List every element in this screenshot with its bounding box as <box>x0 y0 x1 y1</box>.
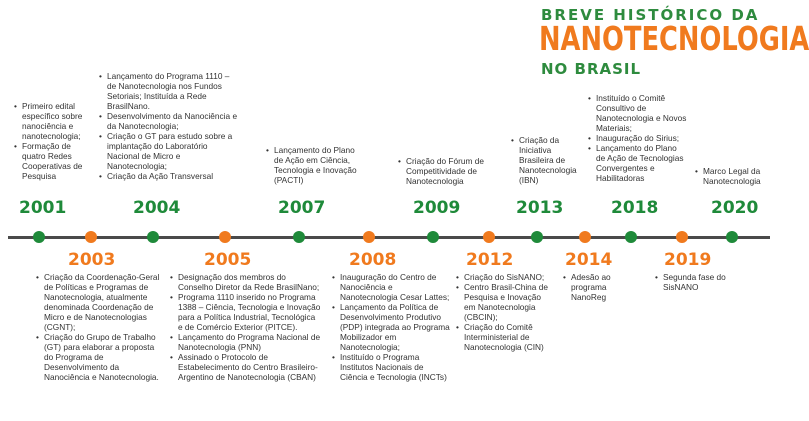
year-label-2009: 2009 <box>413 198 461 218</box>
event-2007 <box>266 146 362 186</box>
event-2005-item: • Lançamento do Programa Nacional de Nanotecnologia (PNN) <box>170 333 322 353</box>
event-2004-item: • Lançamento do Programa 1110 – de Nanotecnologia nos Fundos Setoriais; Instituída a Rede BrasilNano. <box>99 72 239 112</box>
year-label-2014: 2014 <box>565 250 613 270</box>
event-2008 <box>332 273 450 382</box>
timeline-dot-2004 <box>147 231 159 243</box>
event-2020 <box>695 167 773 187</box>
event-2004-item: • Criação o GT para estudo sobre a implantação do Laboratório Nacional de Micro e Nanotecnologia; <box>99 132 239 172</box>
year-label-2012: 2012 <box>466 250 514 270</box>
event-2019 <box>655 273 737 293</box>
year-label-2001: 2001 <box>19 198 67 218</box>
timeline-dot-2009 <box>427 231 439 243</box>
event-2001 <box>14 102 90 182</box>
event-2007-item: • Lançamento do Plano de Ação em Ciência, Tecnologia e Inovação (PACTI) <box>266 146 362 186</box>
timeline-dot-2014 <box>579 231 591 243</box>
year-label-2007: 2007 <box>278 198 326 218</box>
event-2013-item: • Criação da Iniciativa Brasileira de Nanotecnologia (IBN) <box>511 136 587 186</box>
event-2005 <box>170 273 322 382</box>
event-2004 <box>99 72 239 181</box>
event-2003-item: • Criação do Grupo de Trabalho (GT) para elaborar a proposta do Programa de Desenvolvimento da Nanociência e Nanotecnologia. <box>36 333 162 383</box>
event-2019-item: • Segunda fase do SisNANO <box>655 273 737 293</box>
timeline-axis <box>8 236 770 239</box>
event-2014 <box>563 273 623 303</box>
event-2004-item: • Desenvolvimento da Nanociência e da Nanotecnologia; <box>99 112 239 132</box>
year-label-2019: 2019 <box>664 250 712 270</box>
timeline-dot-2012 <box>483 231 495 243</box>
event-2005-item: • Programa 1110 inserido no Programa 1388 – Ciência, Tecnologia e Inovação para a Política Industrial, Tecnológica e de Comércio Exterior (PITCE). <box>170 293 322 333</box>
timeline-dot-2005 <box>219 231 231 243</box>
event-2001-item: • Primeiro edital específico sobre nanociência e nanotecnologia; <box>14 102 90 142</box>
event-2001-item: • Formação de quatro Redes Cooperativas de Pesquisa <box>14 142 90 182</box>
event-2008-item: • Inauguração do Centro de Nanociência e Nanotecnologia Cesar Lattes; <box>332 273 450 303</box>
event-2005-item: • Assinado o Protocolo de Estabelecimento do Centro Brasileiro-Argentino de Nanotecnologia (CBAN) <box>170 353 322 383</box>
event-2003-item: • Criação da Coordenação-Geral de Políticas e Programas de Nanotecnologia, atualmente denominada Coordenação de Micro e de Nanotecnologias (CGNT); <box>36 273 162 333</box>
year-label-2004: 2004 <box>133 198 181 218</box>
event-2012-item: • Centro Brasil-China de Pesquisa e Inovação em Nanotecnologia (CBCIN); <box>456 283 548 323</box>
event-2003 <box>36 273 162 382</box>
year-label-2005: 2005 <box>204 250 252 270</box>
timeline-dot-2003 <box>85 231 97 243</box>
year-label-2003: 2003 <box>68 250 116 270</box>
title-line-2: NANOTECNOLOGIA <box>539 19 809 58</box>
timeline-dot-2018 <box>625 231 637 243</box>
event-2013 <box>511 136 587 186</box>
year-label-2018: 2018 <box>611 198 659 218</box>
event-2005-item: • Designação dos membros do Conselho Diretor da Rede BrasilNano; <box>170 273 322 293</box>
timeline-dot-2013 <box>531 231 543 243</box>
event-2008-item: • Lançamento da Política de Desenvolvimento Produtivo (PDP) integrada ao Programa Mobilizador em Nanotecnologia; <box>332 303 450 353</box>
event-2012-item: • Criação do SisNANO; <box>456 273 548 283</box>
title-line-3: NO BRASIL <box>541 60 642 78</box>
timeline-dot-2020 <box>726 231 738 243</box>
timeline-dot-2007 <box>293 231 305 243</box>
year-label-2020: 2020 <box>711 198 759 218</box>
event-2012-item: • Criação do Comitê Interministerial de Nanotecnologia (CIN) <box>456 323 548 353</box>
event-2018 <box>588 94 688 184</box>
year-label-2013: 2013 <box>516 198 564 218</box>
event-2012 <box>456 273 548 353</box>
event-2004-item: • Criação da Ação Transversal <box>99 172 239 182</box>
event-2018-item: • Lançamento do Plano de Ação de Tecnologias Convergentes e Habilitadoras <box>588 144 688 184</box>
year-label-2008: 2008 <box>349 250 397 270</box>
event-2014-item: • Adesão ao programa NanoReg <box>563 273 623 303</box>
event-2008-item: • Instituído o Programa Institutos Nacionais de Ciência e Tecnologia (INCTs) <box>332 353 450 383</box>
event-2009 <box>398 157 490 187</box>
timeline-dot-2008 <box>363 231 375 243</box>
title-line-1: BREVE HISTÓRICO DA <box>541 6 760 24</box>
event-2018-item: • Inauguração do Sirius; <box>588 134 688 144</box>
timeline-dot-2001 <box>33 231 45 243</box>
event-2009-item: • Criação do Fórum de Competitividade de Nanotecnologia <box>398 157 490 187</box>
event-2020-item: • Marco Legal da Nanotecnologia <box>695 167 773 187</box>
event-2018-item: • Instituído o Comitê Consultivo de Nanotecnologia e Novos Materiais; <box>588 94 688 134</box>
timeline-dot-2019 <box>676 231 688 243</box>
